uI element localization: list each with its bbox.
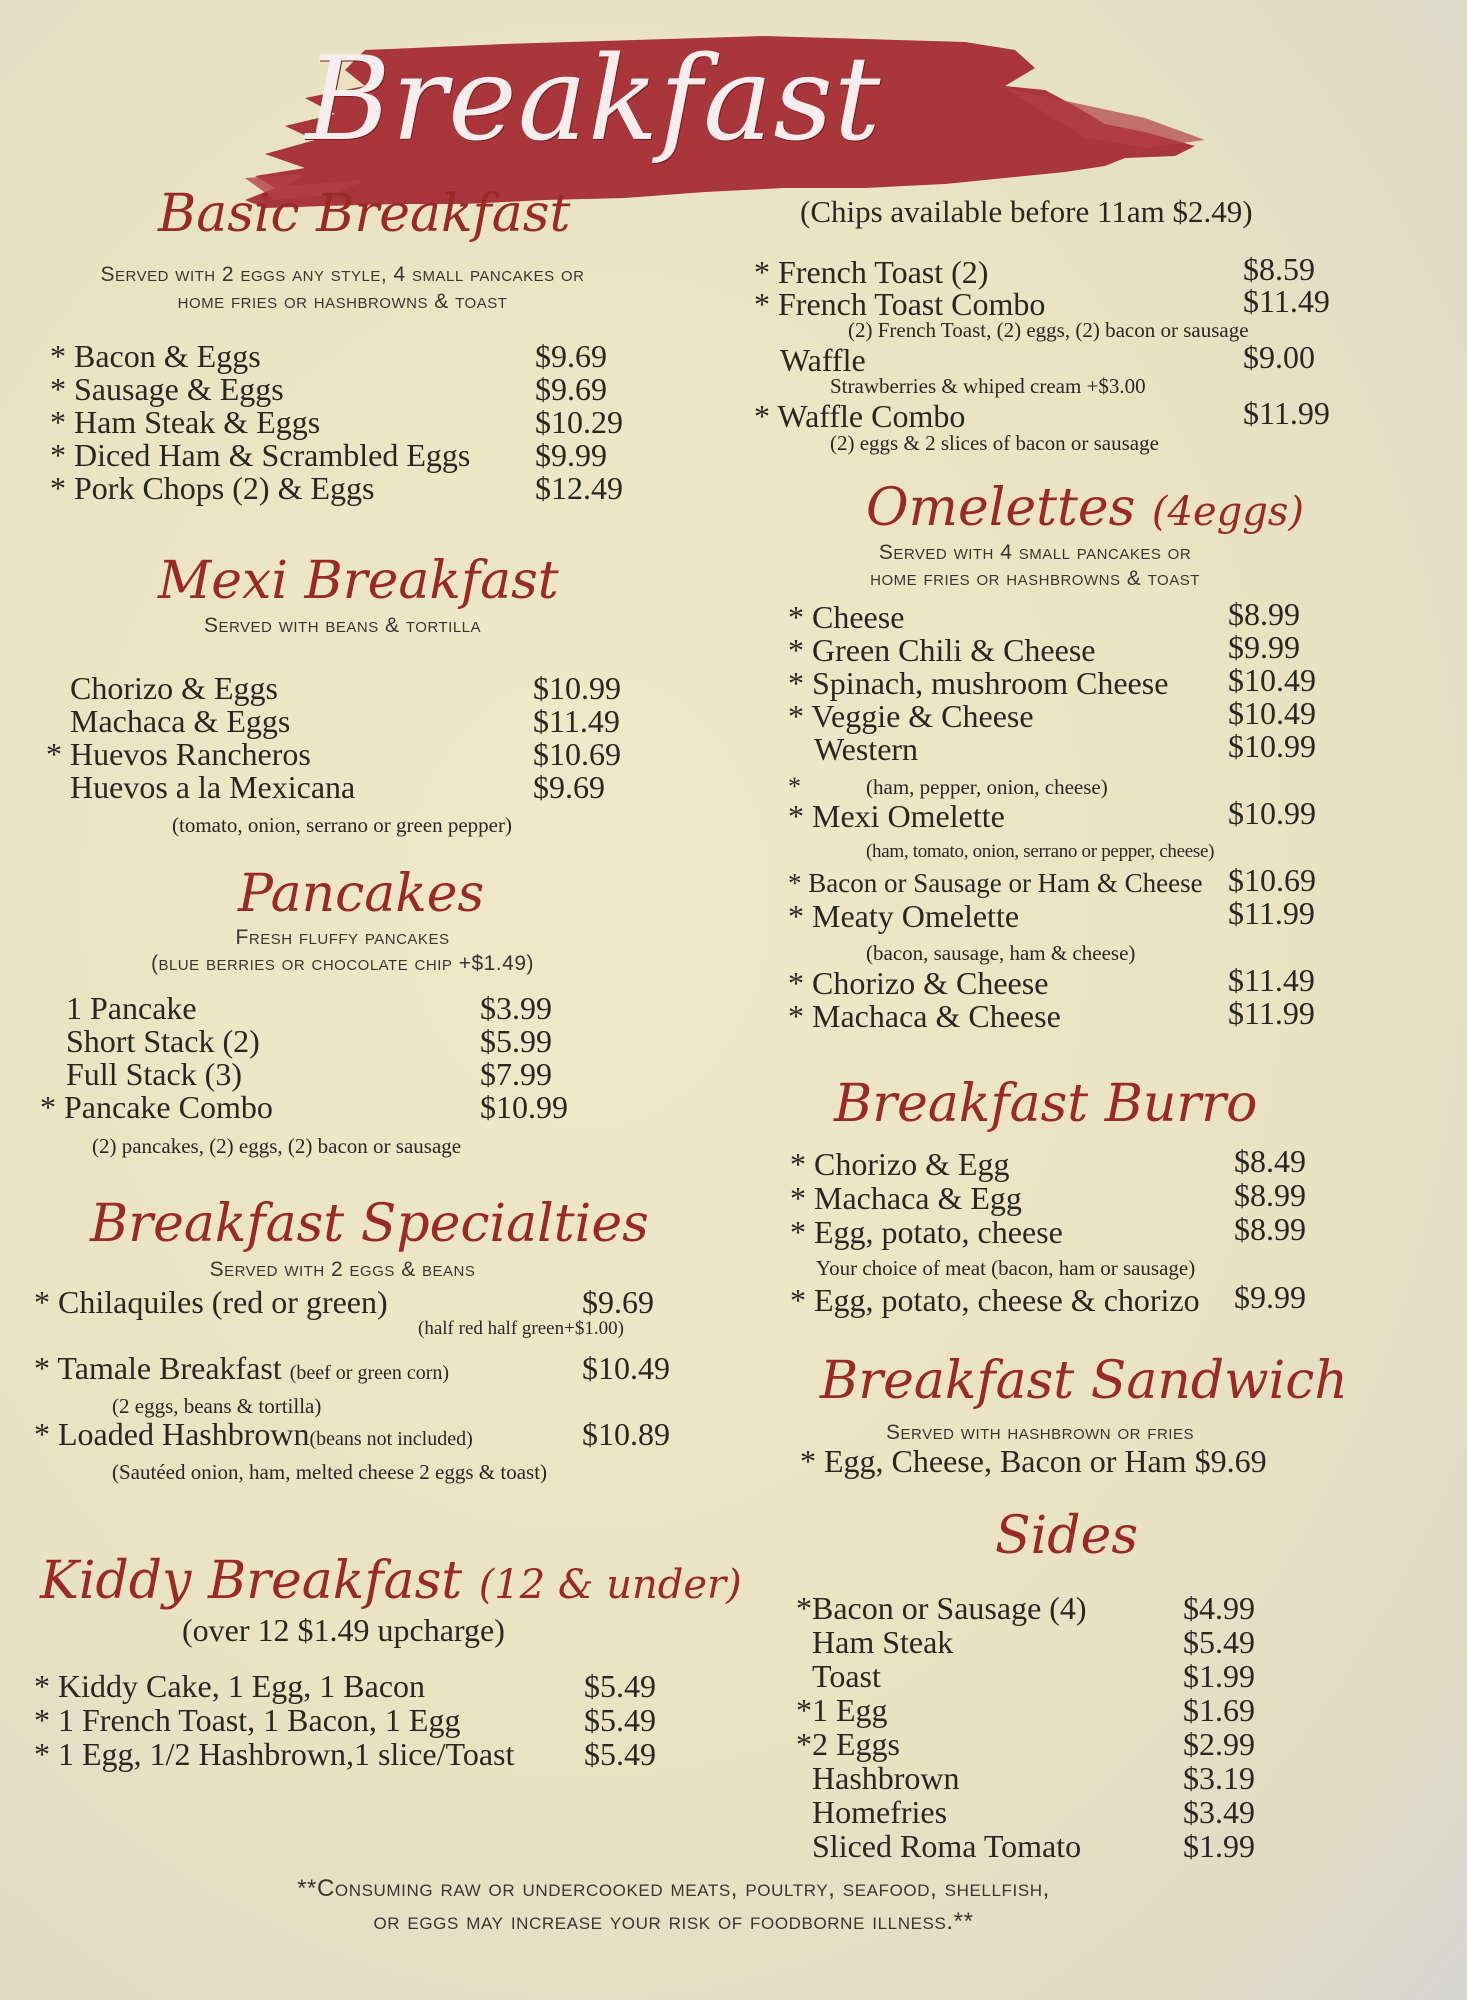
item-price: $8.99 — [1234, 1177, 1306, 1213]
menu-item: * Veggie & Cheese — [788, 698, 1034, 734]
menu-item: * Chilaquiles (red or green) — [34, 1284, 388, 1320]
item-price: $5.49 — [584, 1702, 656, 1738]
menu-item: Chorizo & Eggs — [70, 670, 278, 706]
item-price: $5.49 — [1183, 1624, 1255, 1660]
item-price: $9.69 — [535, 338, 607, 374]
item-note: (2) French Toast, (2) eggs, (2) bacon or sausage — [848, 318, 1249, 342]
menu-item: 1 Pancake — [66, 990, 197, 1026]
mexi-sub: Served with beans & tortilla — [203, 614, 482, 637]
item-price: $12.49 — [535, 470, 623, 506]
kiddy-heading — [40, 1551, 742, 1611]
item-price: $2.99 — [1183, 1726, 1255, 1762]
omelettes-sub-2: home fries or hashbrowns & toast — [870, 567, 1200, 590]
item-price: $11.99 — [1228, 895, 1315, 931]
item-price: $10.69 — [1228, 862, 1316, 898]
item-note: (Sautéed onion, ham, melted cheese 2 eggs & toast) — [112, 1460, 548, 1484]
item-price: $3.19 — [1183, 1760, 1255, 1796]
menu-item: * 1 French Toast, 1 Bacon, 1 Egg — [34, 1702, 461, 1738]
menu-title: Breakfast — [305, 32, 882, 167]
menu-item: * Bacon or Sausage or Ham & Cheese — [788, 868, 1203, 898]
menu-item: Waffle — [780, 342, 866, 378]
menu-item: * Spinach, mushroom Cheese — [788, 665, 1169, 701]
item-price: $9.99 — [535, 437, 607, 473]
item-price: $9.69 — [533, 769, 605, 805]
menu-item: * 1 Egg, 1/2 Hashbrown,1 slice/Toast — [34, 1736, 515, 1772]
menu-item: * Chorizo & Egg — [790, 1146, 1010, 1182]
food-safety-warning-1: **Consuming raw or undercooked meats, poultry, seafood, shellfish, — [297, 1875, 1050, 1902]
sandwich-heading: Breakfast Sandwich — [820, 1351, 1348, 1411]
item-price: $10.49 — [1228, 662, 1316, 698]
menu-item: * Egg, Cheese, Bacon or Ham $9.69 — [800, 1443, 1267, 1479]
item-price: $7.99 — [480, 1056, 552, 1092]
pancakes-heading: Pancakes — [238, 864, 485, 924]
menu-item — [34, 1418, 473, 1456]
menu-item: * Ham Steak & Eggs — [50, 404, 321, 440]
item-price: $11.49 — [533, 703, 620, 739]
item-price: $8.99 — [1234, 1211, 1306, 1247]
menu-item: * Huevos Rancheros — [46, 736, 311, 772]
item-price: $10.99 — [480, 1089, 568, 1125]
item-price: $1.99 — [1183, 1658, 1255, 1694]
item-price: $5.99 — [480, 1023, 552, 1059]
item-price: $5.49 — [584, 1736, 656, 1772]
menu-item: * Diced Ham & Scrambled Eggs — [50, 437, 471, 473]
item-note: Strawberries & whiped cream +$3.00 — [830, 374, 1146, 398]
menu-item: Short Stack (2) — [66, 1023, 260, 1059]
menu-item: * Pork Chops (2) & Eggs — [50, 470, 375, 506]
specialties-heading: Breakfast Specialties — [90, 1194, 649, 1254]
item-price: $4.99 — [1183, 1590, 1255, 1626]
menu-item: * Cheese — [788, 599, 905, 635]
menu-item: * Kiddy Cake, 1 Egg, 1 Bacon — [34, 1668, 426, 1704]
basic-sub-2: home fries or hashbrowns & toast — [177, 290, 508, 313]
sandwich-sub: Served with hashbrown or fries — [886, 1421, 1194, 1444]
menu-item: * French Toast Combo — [754, 286, 1046, 322]
kiddy-title: Kiddy Breakfast — [40, 1551, 463, 1611]
omelettes-heading — [866, 478, 1304, 538]
basic-breakfast-heading: Basic Breakfast — [158, 184, 571, 244]
menu-item: * Mexi Omelette — [788, 798, 1005, 834]
menu-item: Machaca & Eggs — [70, 703, 291, 739]
pancakes-sub-2: (blue berries or chocolate chip +$1.49) — [150, 952, 535, 975]
item-price: $10.99 — [1228, 795, 1316, 831]
item-note: (ham, tomato, onion, serrano or pepper, cheese) — [866, 841, 1215, 862]
menu-item: * Machaca & Cheese — [788, 998, 1061, 1034]
tamale-name: * Tamale Breakfast — [34, 1350, 282, 1386]
menu-item — [34, 1352, 449, 1390]
item-note: (2 eggs, beans & tortilla) — [112, 1394, 322, 1418]
item-price: $11.49 — [1243, 283, 1330, 319]
menu-item: Western — [814, 731, 919, 767]
item-price: $10.29 — [535, 404, 623, 440]
item-price: $10.69 — [533, 736, 621, 772]
menu-item: Toast — [812, 1658, 881, 1694]
item-price: $9.99 — [1228, 629, 1300, 665]
item-note: (ham, pepper, onion, cheese) — [866, 775, 1108, 799]
item-price: $10.89 — [582, 1416, 670, 1452]
item-note: (bacon, sausage, ham & cheese) — [866, 941, 1136, 965]
kiddy-title-paren: (12 & under) — [478, 1562, 742, 1608]
menu-item: * Egg, potato, cheese & chorizo — [790, 1282, 1200, 1318]
menu-item: Hashbrown — [812, 1760, 960, 1796]
menu-item: * Machaca & Egg — [790, 1180, 1022, 1216]
food-safety-warning-2: or eggs may increase your risk of foodborne illness.** — [373, 1908, 974, 1935]
item-price: $3.49 — [1183, 1794, 1255, 1830]
menu-item: *1 Egg — [796, 1692, 888, 1728]
item-price: $11.99 — [1243, 395, 1330, 431]
item-price: $9.99 — [1234, 1279, 1306, 1315]
omelettes-sub-1: Served with 4 small pancakes or — [878, 541, 1192, 564]
menu-item: Huevos a la Mexicana — [70, 769, 356, 805]
burro-heading: Breakfast Burro — [834, 1074, 1258, 1134]
item-price: $8.49 — [1234, 1143, 1306, 1179]
item-note: (2) pancakes, (2) eggs, (2) bacon or sausage — [92, 1134, 462, 1158]
item-note: (2) eggs & 2 slices of bacon or sausage — [830, 431, 1159, 455]
item-price: $11.99 — [1228, 995, 1315, 1031]
item-price: $9.69 — [582, 1284, 654, 1320]
menu-item: * Egg, potato, cheese — [790, 1214, 1063, 1250]
item-note: Your choice of meat (bacon, ham or sausage) — [816, 1256, 1196, 1280]
menu-item: Full Stack (3) — [66, 1056, 242, 1092]
item-price: $1.99 — [1183, 1828, 1255, 1864]
item-price: $3.99 — [480, 990, 552, 1026]
omelettes-title: Omelettes — [866, 478, 1136, 538]
menu-item: * Sausage & Eggs — [50, 371, 284, 407]
menu-item: * Pancake Combo — [40, 1089, 273, 1125]
item-price: $8.99 — [1228, 596, 1300, 632]
item-price: $9.00 — [1243, 339, 1315, 375]
menu-item: * French Toast (2) — [754, 254, 989, 290]
basic-sub-1: Served with 2 eggs any style, 4 small pancakes or — [100, 263, 585, 286]
item-note: (tomato, onion, serrano or green pepper) — [172, 813, 512, 837]
menu-item: *Bacon or Sausage (4) — [796, 1590, 1087, 1626]
sides-heading: Sides — [995, 1506, 1138, 1566]
chips-note: (Chips available before 11am $2.49) — [800, 194, 1253, 229]
item-price: $8.59 — [1243, 251, 1315, 287]
item-price: $10.49 — [582, 1350, 670, 1386]
hashbrown-detail: (beans not included) — [309, 1428, 473, 1450]
specialties-sub: Served with 2 eggs & beans — [209, 1258, 476, 1281]
item-price: $9.69 — [535, 371, 607, 407]
hashbrown-name: * Loaded Hashbrown — [34, 1416, 310, 1452]
menu-item: * Green Chili & Cheese — [788, 632, 1096, 668]
item-price: $10.49 — [1228, 695, 1316, 731]
item-price: $5.49 — [584, 1668, 656, 1704]
menu-item: Ham Steak — [812, 1624, 954, 1660]
mexi-breakfast-heading: Mexi Breakfast — [158, 551, 559, 611]
omelettes-title-paren: (4eggs) — [1151, 489, 1304, 535]
pancakes-sub-1: Fresh fluffy pancakes — [235, 926, 450, 949]
item-price: $1.69 — [1183, 1692, 1255, 1728]
menu-item: * Waffle Combo — [754, 398, 966, 434]
menu-item: * Meaty Omelette — [788, 898, 1020, 934]
star-marker: * — [788, 772, 801, 801]
item-price: $10.99 — [533, 670, 621, 706]
menu-item: *2 Eggs — [796, 1726, 900, 1762]
kiddy-upcharge: (over 12 $1.49 upcharge) — [182, 1612, 505, 1648]
menu-item: * Bacon & Eggs — [50, 338, 261, 374]
menu-item: Sliced Roma Tomato — [812, 1828, 1082, 1864]
item-price: $11.49 — [1228, 962, 1315, 998]
tamale-detail: (beef or green corn) — [289, 1362, 450, 1384]
item-note: (half red half green+$1.00) — [418, 1318, 624, 1339]
menu-item: Homefries — [812, 1794, 948, 1830]
item-price: $10.99 — [1228, 728, 1316, 764]
menu-item: * Chorizo & Cheese — [788, 965, 1049, 1001]
